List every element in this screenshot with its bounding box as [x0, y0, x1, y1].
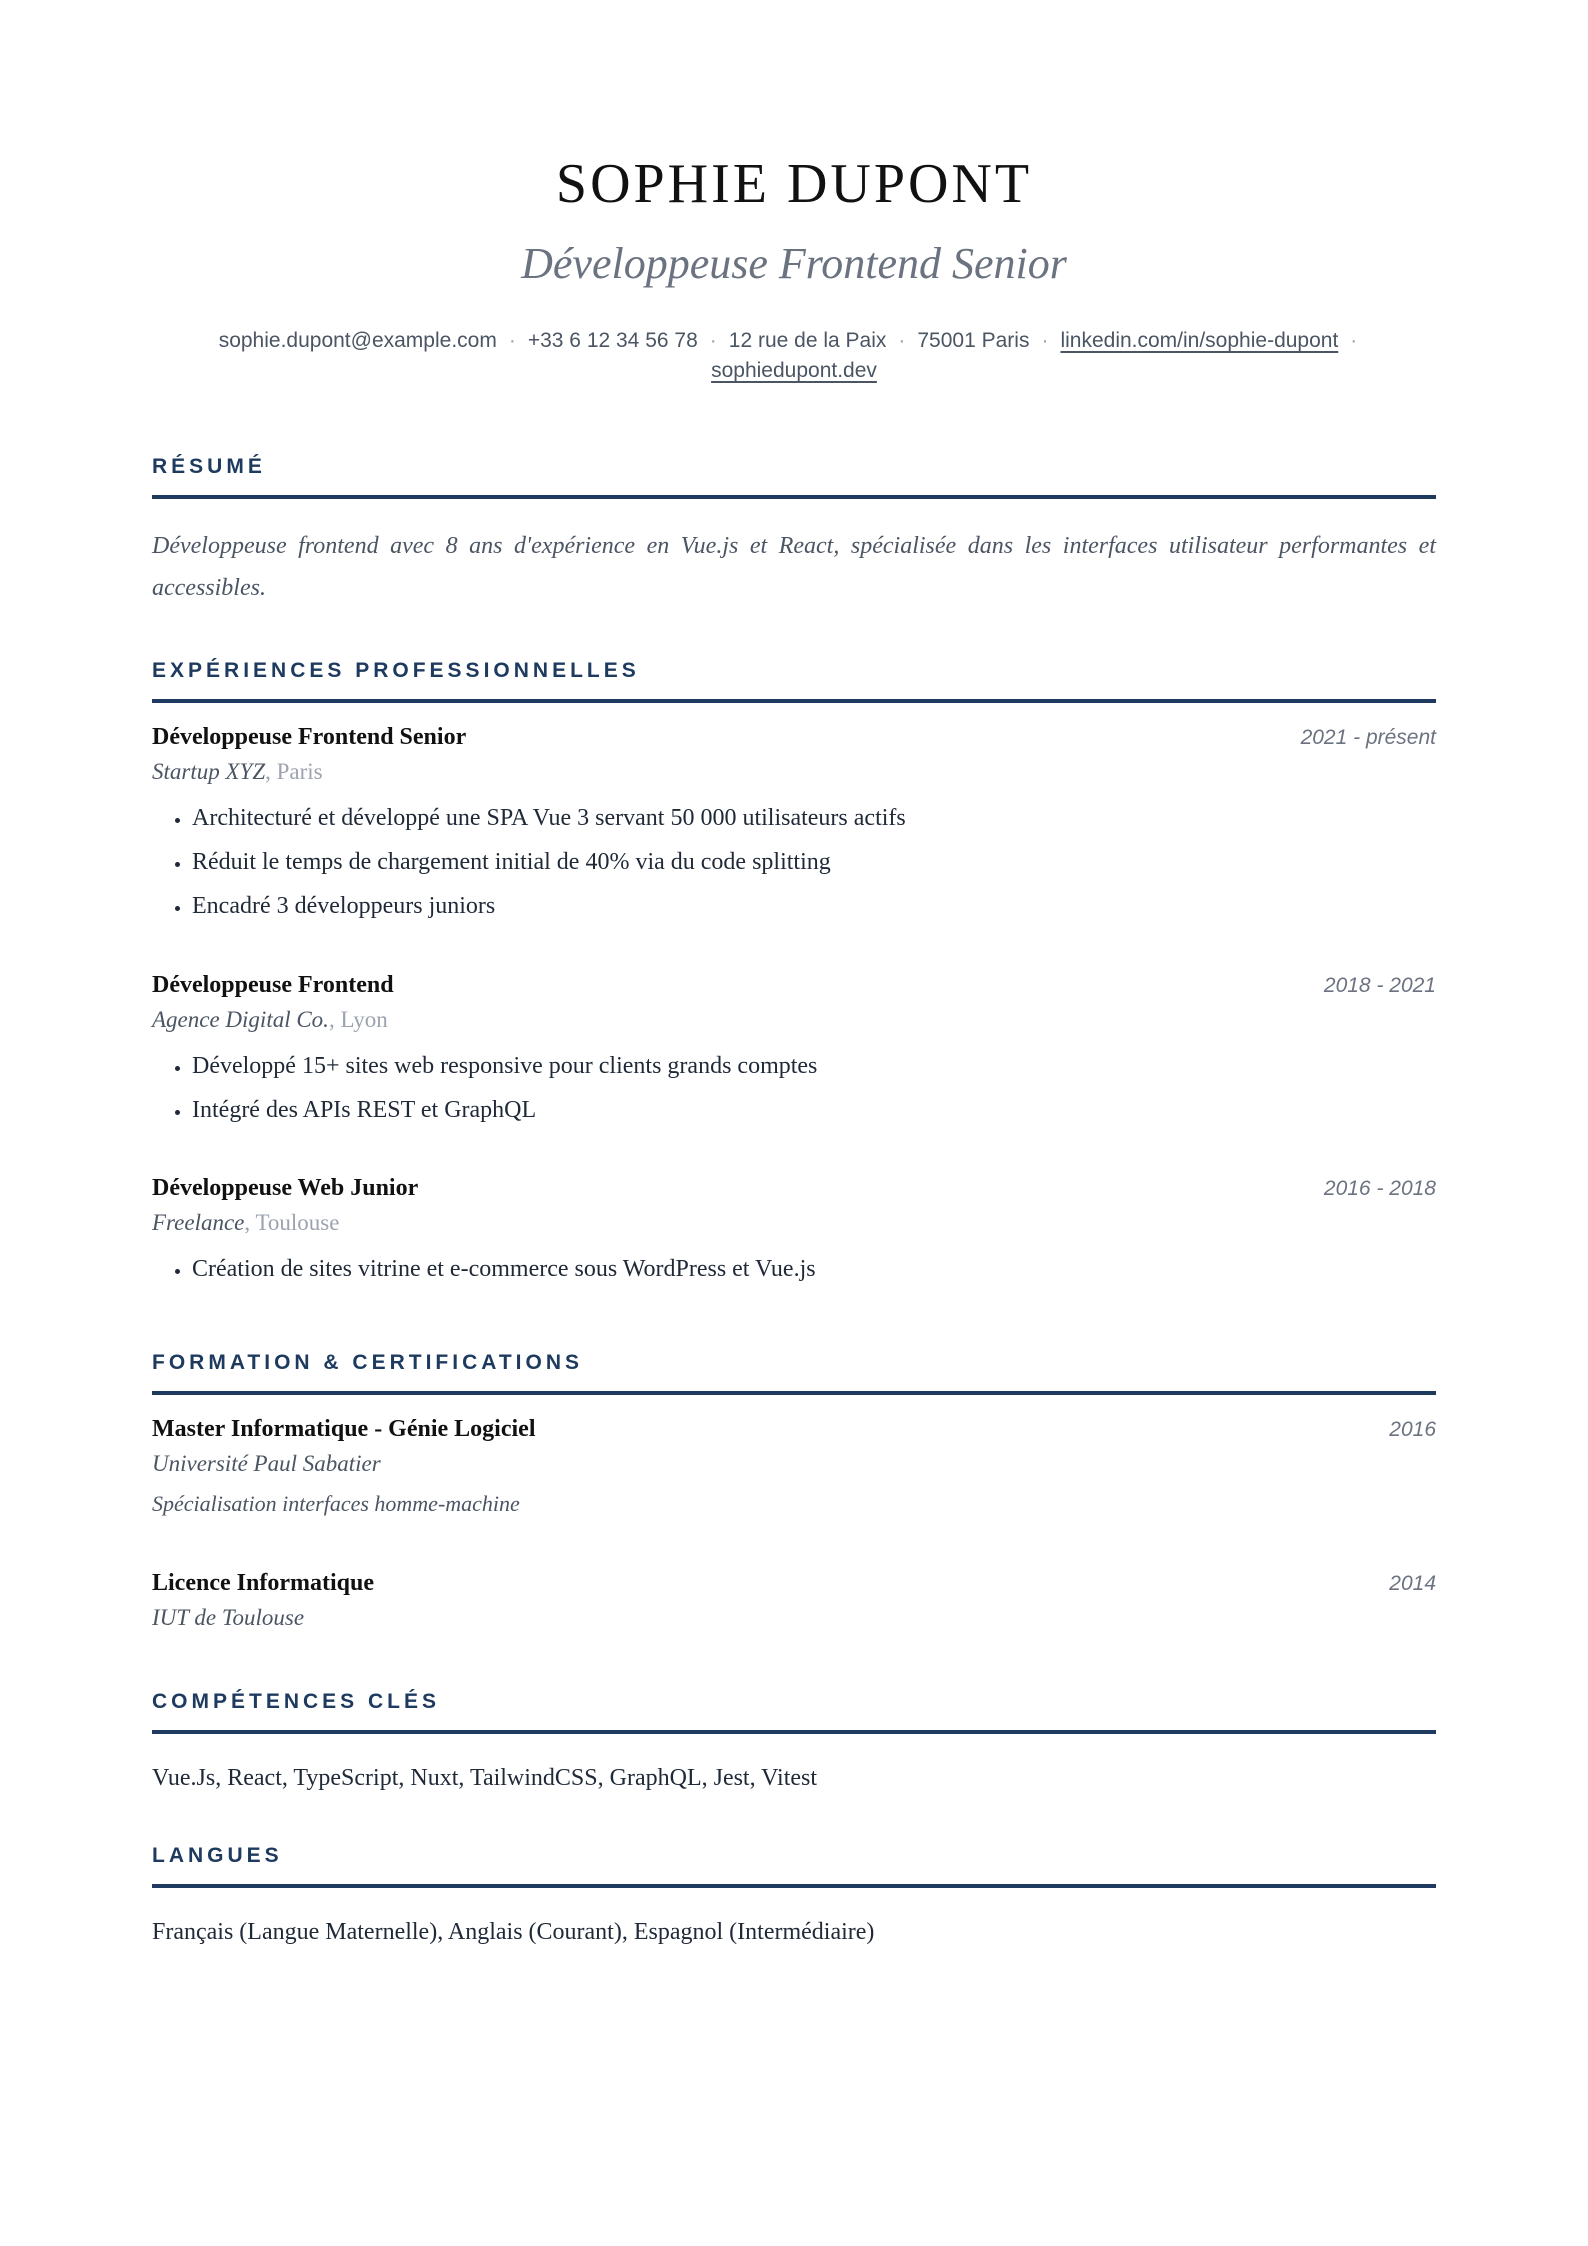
- city-text: 75001 Paris: [917, 329, 1030, 352]
- languages-section: [152, 1844, 1436, 1948]
- education-entry: [152, 1570, 1436, 1631]
- experience-entry: [152, 1175, 1436, 1298]
- education-entry: [152, 1416, 1436, 1517]
- languages-text: Français (Langue Maternelle), Anglais (Courant), Espagnol (Intermédiaire): [152, 1919, 875, 1945]
- job-date: 2018 - 2021: [1323, 974, 1436, 997]
- email-text: sophie.dupont@example.com: [218, 329, 497, 352]
- experience-section: [152, 659, 1436, 703]
- company-name: Agence Digital Co.: [152, 1007, 329, 1032]
- job-date: 2021 - présent: [1300, 726, 1436, 749]
- linkedin-link[interactable]: linkedin.com/in/sophie-dupont: [1060, 329, 1339, 352]
- achievement-item: • Réduit le temps de chargement initial de 40% via du code splitting: [192, 847, 1436, 877]
- company-location: , Toulouse: [244, 1210, 340, 1235]
- skills-text: Vue.Js, React, TypeScript, Nuxt, TailwindCSS, GraphQL, Jest, Vitest: [152, 1765, 818, 1791]
- separator: ·: [709, 329, 717, 352]
- achievement-item: • Encadré 3 développeurs juniors: [192, 891, 1436, 921]
- company-location: , Lyon: [328, 1007, 388, 1032]
- school-name: Université Paul Sabatier: [152, 1451, 381, 1476]
- section-heading-education: FORMATION & CERTIFICATIONS: [152, 1351, 1436, 1395]
- degree-title: Master Informatique - Génie Logiciel: [152, 1416, 536, 1442]
- company-name: Startup XYZ: [152, 759, 266, 784]
- job-title: Développeuse Web Junior: [152, 1175, 419, 1201]
- separator: ·: [508, 329, 516, 352]
- job-title: Développeuse Frontend Senior: [152, 724, 467, 750]
- experience-entry: [152, 972, 1436, 1139]
- company-location: , Paris: [265, 759, 323, 784]
- section-heading-skills: COMPÉTENCES CLÉS: [152, 1690, 1436, 1734]
- candidate-title: Développeuse Frontend Senior: [521, 239, 1067, 288]
- education-section: [152, 1351, 1436, 1395]
- degree-date: 2016: [1389, 1418, 1436, 1441]
- achievement-item: • Développé 15+ sites web responsive pour clients grands comptes: [192, 1051, 1436, 1081]
- contact-info: [152, 326, 1436, 386]
- experience-entry: [152, 724, 1436, 935]
- achievement-item: • Architecturé et développé une SPA Vue 3 servant 50 000 utilisateurs actifs: [192, 803, 1436, 833]
- summary-text: Développeuse frontend avec 8 ans d'expérience en Vue.js et React, spécialisée dans les interfaces utilisateur performantes et accessibles.: [152, 533, 1436, 601]
- section-heading-languages: LANGUES: [152, 1844, 1436, 1888]
- school-name: IUT de Toulouse: [152, 1605, 305, 1630]
- achievement-list: [152, 803, 1436, 921]
- job-title: Développeuse Frontend: [152, 972, 394, 998]
- achievement-item: • Intégré des APIs REST et GraphQL: [192, 1095, 1436, 1125]
- phone-text: +33 6 12 34 56 78: [527, 329, 698, 352]
- separator: ·: [1350, 329, 1358, 352]
- website-link[interactable]: sophiedupont.dev: [711, 359, 877, 382]
- achievement-list: [152, 1254, 1436, 1284]
- company-name: Freelance: [152, 1210, 245, 1235]
- degree-title: Licence Informatique: [152, 1570, 374, 1596]
- section-heading-experience: EXPÉRIENCES PROFESSIONNELLES: [152, 659, 1436, 703]
- separator: ·: [1041, 329, 1049, 352]
- degree-date: 2014: [1389, 1572, 1436, 1595]
- skills-section: [152, 1690, 1436, 1794]
- job-date: 2016 - 2018: [1323, 1177, 1436, 1200]
- section-heading-summary: RÉSUMÉ: [152, 455, 1436, 499]
- candidate-name: SOPHIE DUPONT: [555, 153, 1033, 215]
- summary-section: [152, 455, 1436, 609]
- degree-note: Spécialisation interfaces homme-machine: [152, 1491, 520, 1516]
- achievement-list: [152, 1051, 1436, 1125]
- street-text: 12 rue de la Paix: [728, 329, 887, 352]
- achievement-item: • Création de sites vitrine et e-commerce sous WordPress et Vue.js: [192, 1254, 1436, 1284]
- separator: ·: [898, 329, 906, 352]
